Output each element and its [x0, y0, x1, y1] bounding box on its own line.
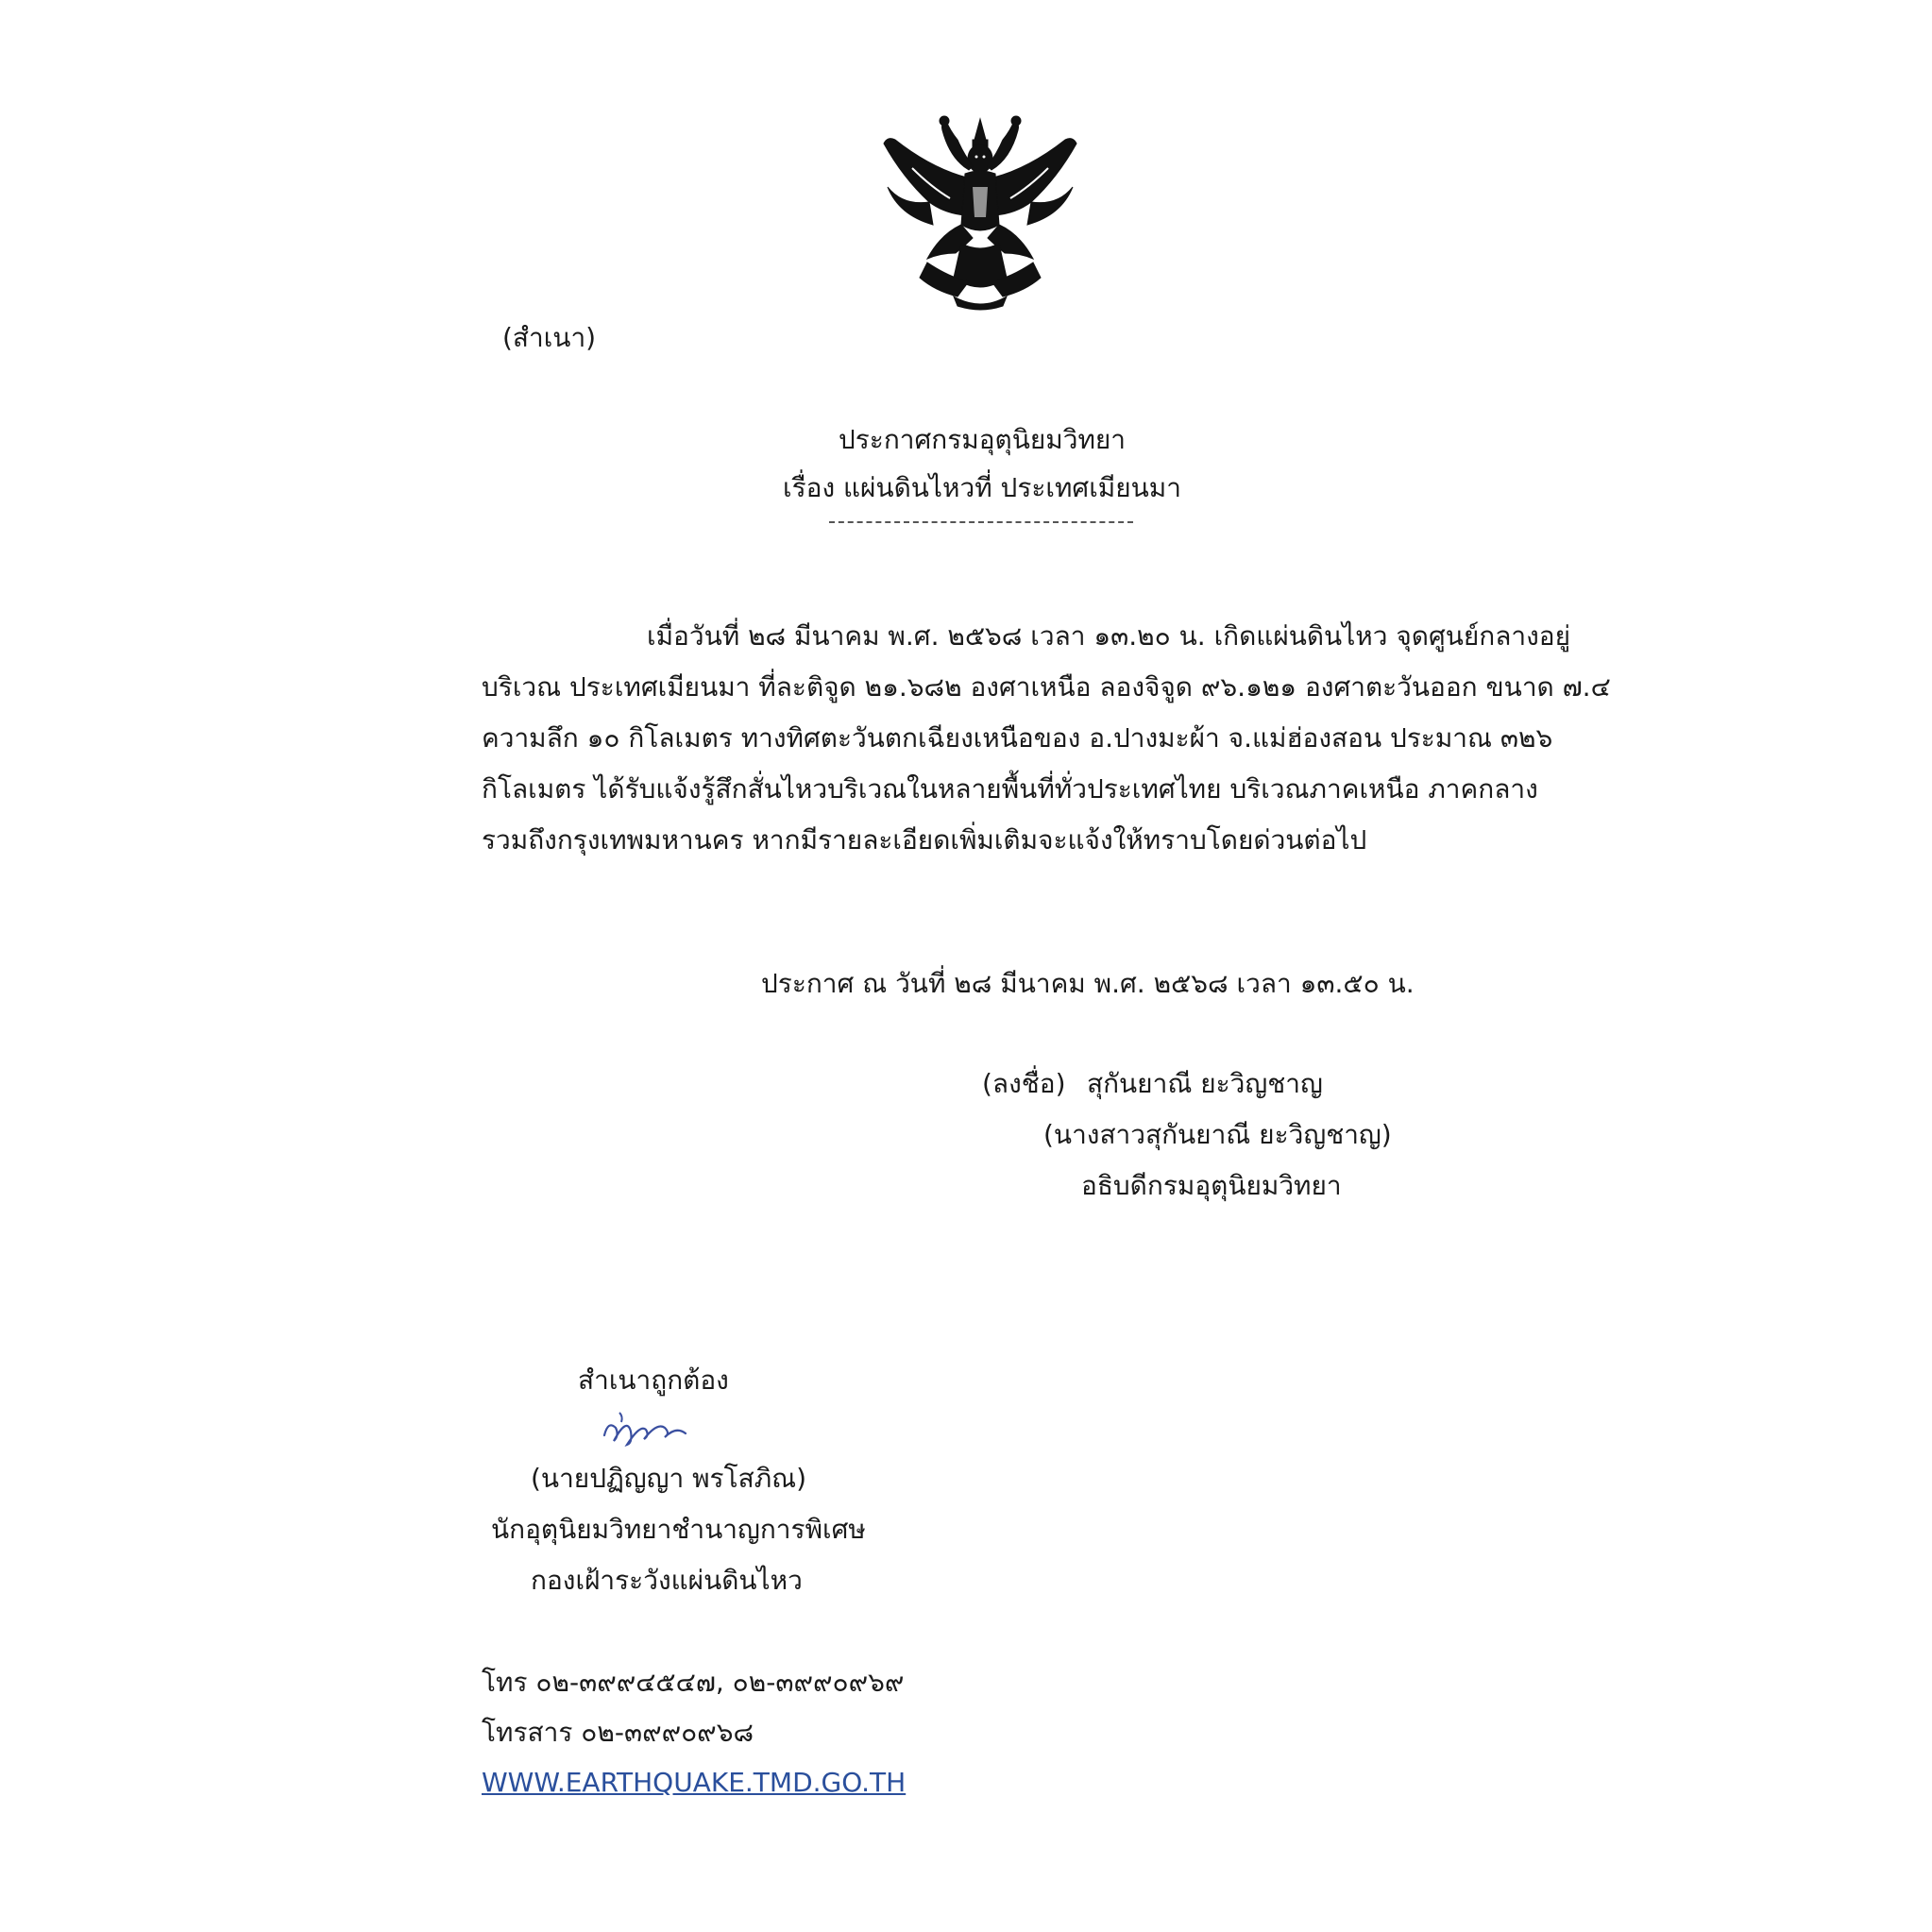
signatory-full-name: (นางสาวสุกันยาณี ยะวิญชาญ) [1043, 1119, 1392, 1150]
website-link[interactable]: WWW.EARTHQUAKE.TMD.GO.TH [482, 1767, 907, 1798]
fax-number: โทรสาร ๐๒-๓๙๙๐๙๖๘ [482, 1717, 754, 1748]
handwritten-signature-icon [599, 1407, 693, 1452]
body-line: เมื่อวันที่ ๒๘ มีนาคม พ.ศ. ๒๕๖๘ เวลา ๑๓.๒๐ น. เกิดแผ่นดินไหว จุดศูนย์กลางอยู่ [647, 620, 1570, 652]
title-divider [829, 521, 1133, 523]
certified-copy-label: สำเนาถูกต้อง [578, 1364, 729, 1396]
body-line: รวมถึงกรุงเทพมหานคร หากมีรายละเอียดเพิ่มเติมจะแจ้งให้ทราบโดยด่วนต่อไป [482, 824, 1367, 856]
garuda-emblem-icon [874, 111, 1086, 314]
signature-prefix: (ลงชื่อ) [982, 1068, 1066, 1099]
body-line: กิโลเมตร ได้รับแจ้งรู้สึกสั่นไหวบริเวณในหลายพื้นที่ทั่วประเทศไทย บริเวณภาคเหนือ ภาคกลาง [482, 773, 1538, 805]
body-line: ความลึก ๑๐ กิโลเมตร ทางทิศตะวันตกเฉียงเหนือของ อ.ปางมะผ้า จ.แม่ฮ่องสอน ประมาณ ๓๒๖ [482, 722, 1553, 754]
copy-mark: (สำเนา) [502, 322, 597, 353]
signatory-position: อธิบดีกรมอุตุนิยมวิทยา [1081, 1170, 1342, 1201]
announcement-date: ประกาศ ณ วันที่ ๒๘ มีนาคม พ.ศ. ๒๕๖๘ เวลา ๑๓.๕๐ น. [761, 968, 1415, 999]
certifier-position: นักอุตุนิยมวิทยาชำนาญการพิเศษ [491, 1514, 866, 1545]
announcement-title: ประกาศกรมอุตุนิยมวิทยา [838, 424, 1127, 455]
announcement-subject: เรื่อง แผ่นดินไหวที่ ประเทศเมียนมา [783, 472, 1181, 503]
certifier-division: กองเฝ้าระวังแผ่นดินไหว [531, 1565, 803, 1596]
body-line: บริเวณ ประเทศเมียนมา ที่ละติจูด ๒๑.๖๘๒ องศาเหนือ ลองจิจูด ๙๖.๑๒๑ องศาตะวันออก ขนาด ๗.๔ [482, 671, 1611, 703]
signature-name: สุกันยาณี ยะวิญชาญ [1087, 1068, 1323, 1099]
telephone-numbers: โทร ๐๒-๓๙๙๔๕๔๗, ๐๒-๓๙๙๐๙๖๙ [482, 1667, 905, 1698]
certifier-name: (นายปฏิญญา พรโสภิณ) [531, 1463, 807, 1494]
